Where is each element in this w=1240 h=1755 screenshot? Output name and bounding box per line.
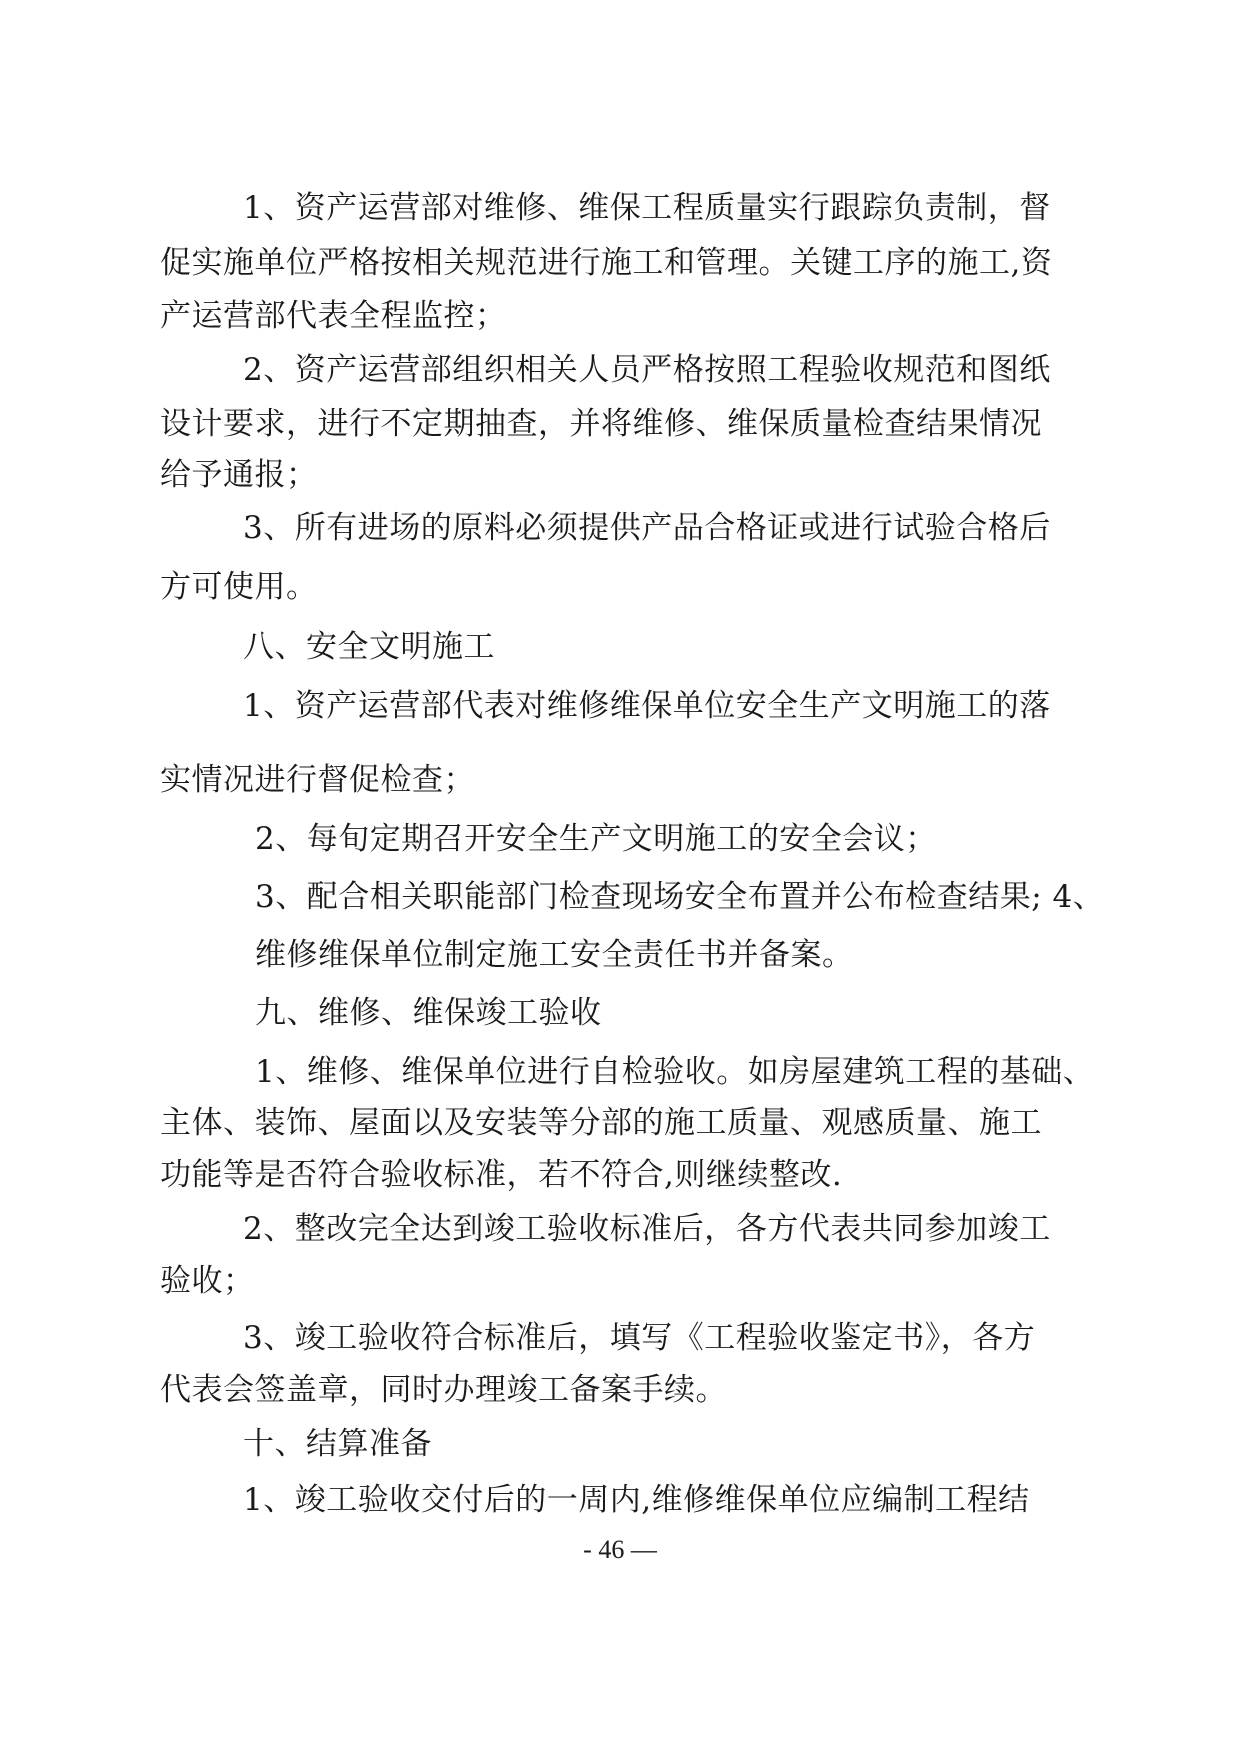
text-line: 代表会签盖章，同时办理竣工备案手续。: [160, 1372, 727, 1408]
text-line: 1、竣工验收交付后的一周内,维修维保单位应编制工程结: [243, 1482, 1030, 1518]
text-line: 方可使用。: [160, 569, 318, 605]
text-line: 1、资产运营部代表对维修维保单位安全生产文明施工的落: [243, 688, 1051, 724]
section-heading: 十、结算准备: [243, 1426, 432, 1462]
text-line: 3、配合相关职能部门检查现场安全布置并公布检查结果; 4、: [255, 879, 1105, 915]
section-heading: 九、维修、维保竣工验收: [255, 995, 602, 1031]
text-line: 设计要求，进行不定期抽查，并将维修、维保质量检查结果情况: [160, 406, 1042, 442]
text-line: 2、每旬定期召开安全生产文明施工的安全会议；: [255, 821, 937, 857]
text-line: 维修维保单位制定施工安全责任书并备案。: [255, 937, 854, 973]
text-line: 促实施单位严格按相关规范进行施工和管理。关键工序的施工,资: [160, 245, 1053, 281]
text-line: 主体、装饰、屋面以及安装等分部的施工质量、观感质量、施工: [160, 1105, 1042, 1141]
section-heading: 八、安全文明施工: [243, 629, 495, 665]
text-line: 给予通报；: [160, 457, 318, 493]
text-line: 功能等是否符合验收标准，若不符合,则继续整改.: [160, 1157, 843, 1193]
text-line: 3、所有进场的原料必须提供产品合格证或进行试验合格后: [243, 510, 1051, 546]
text-line: 2、整改完全达到竣工验收标准后，各方代表共同参加竣工: [243, 1211, 1051, 1247]
text-line: 1、资产运营部对维修、维保工程质量实行跟踪负责制，督: [243, 190, 1051, 226]
page-number: - 46 —: [583, 1535, 657, 1564]
text-line: 1、维修、维保单位进行自检验收。如房屋建筑工程的基础、: [255, 1054, 1095, 1090]
text-line: 实情况进行督促检查；: [160, 762, 475, 798]
text-line: 2、资产运营部组织相关人员严格按照工程验收规范和图纸: [243, 352, 1051, 388]
text-line: 产运营部代表全程监控；: [160, 298, 507, 334]
text-line: 3、竣工验收符合标准后，填写《工程验收鉴定书》，各方: [243, 1320, 1036, 1356]
text-line: 验收；: [160, 1263, 255, 1299]
